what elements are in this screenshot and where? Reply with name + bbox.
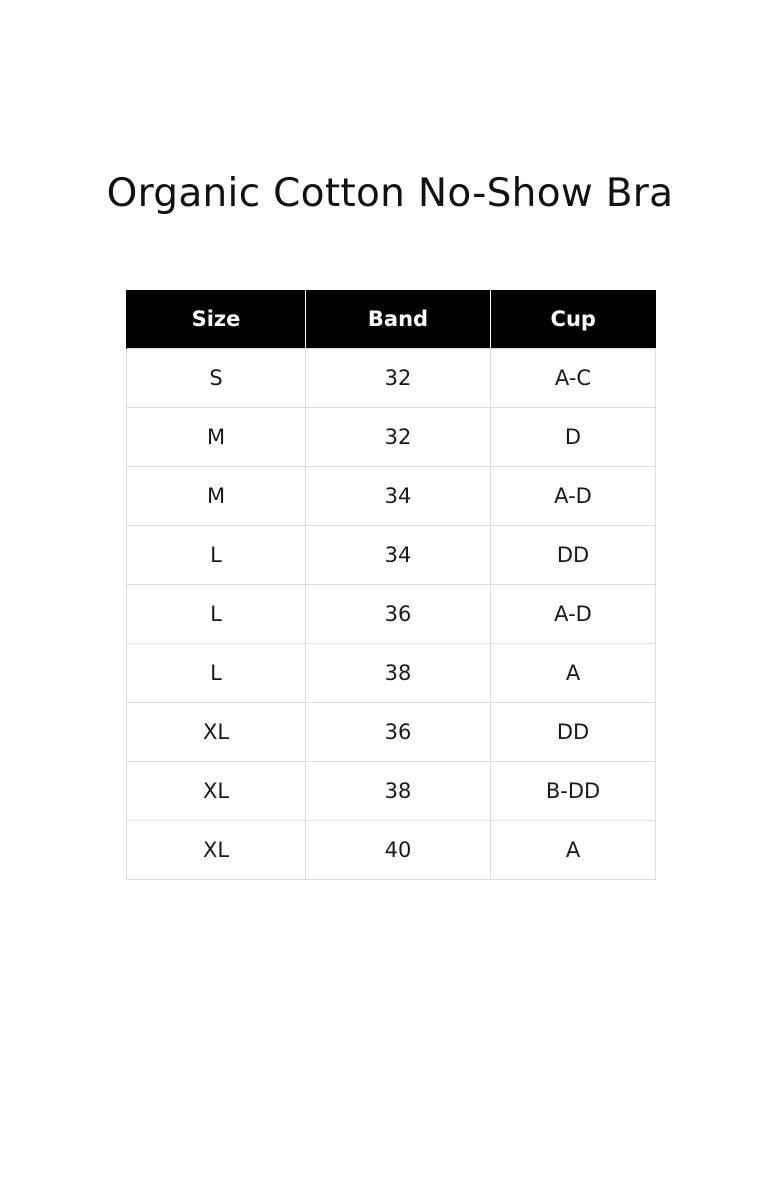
- cup-cell: A-D: [491, 585, 656, 644]
- size-cell: L: [127, 526, 306, 585]
- table-header: [127, 290, 656, 349]
- column-header-size: Size: [127, 290, 306, 349]
- band-cell: 38: [306, 762, 491, 821]
- band-cell: 32: [306, 408, 491, 467]
- cup-cell: DD: [491, 526, 656, 585]
- table-row: [127, 762, 656, 821]
- column-header-band: Band: [306, 290, 491, 349]
- band-cell: 36: [306, 585, 491, 644]
- table-row: [127, 585, 656, 644]
- cup-cell: A: [491, 821, 656, 880]
- table-body: [127, 349, 656, 880]
- column-header-cup: Cup: [491, 290, 656, 349]
- size-chart-table: [126, 290, 656, 880]
- size-cell: S: [127, 349, 306, 408]
- table-row: [127, 703, 656, 762]
- table-row: [127, 526, 656, 585]
- cup-cell: DD: [491, 703, 656, 762]
- cup-cell: B-DD: [491, 762, 656, 821]
- page-title: Organic Cotton No-Show Bra: [106, 171, 674, 216]
- size-cell: XL: [127, 703, 306, 762]
- table-row: [127, 644, 656, 703]
- size-cell: L: [127, 585, 306, 644]
- size-cell: M: [127, 408, 306, 467]
- band-cell: 40: [306, 821, 491, 880]
- band-cell: 38: [306, 644, 491, 703]
- header-row: [127, 290, 656, 349]
- size-cell: M: [127, 467, 306, 526]
- size-cell: XL: [127, 762, 306, 821]
- cup-cell: A-C: [491, 349, 656, 408]
- table-row: [127, 349, 656, 408]
- size-cell: XL: [127, 821, 306, 880]
- table-row: [127, 467, 656, 526]
- band-cell: 36: [306, 703, 491, 762]
- table-row: [127, 821, 656, 880]
- band-cell: 32: [306, 349, 491, 408]
- band-cell: 34: [306, 467, 491, 526]
- table-row: [127, 408, 656, 467]
- band-cell: 34: [306, 526, 491, 585]
- cup-cell: A-D: [491, 467, 656, 526]
- cup-cell: D: [491, 408, 656, 467]
- cup-cell: A: [491, 644, 656, 703]
- size-cell: L: [127, 644, 306, 703]
